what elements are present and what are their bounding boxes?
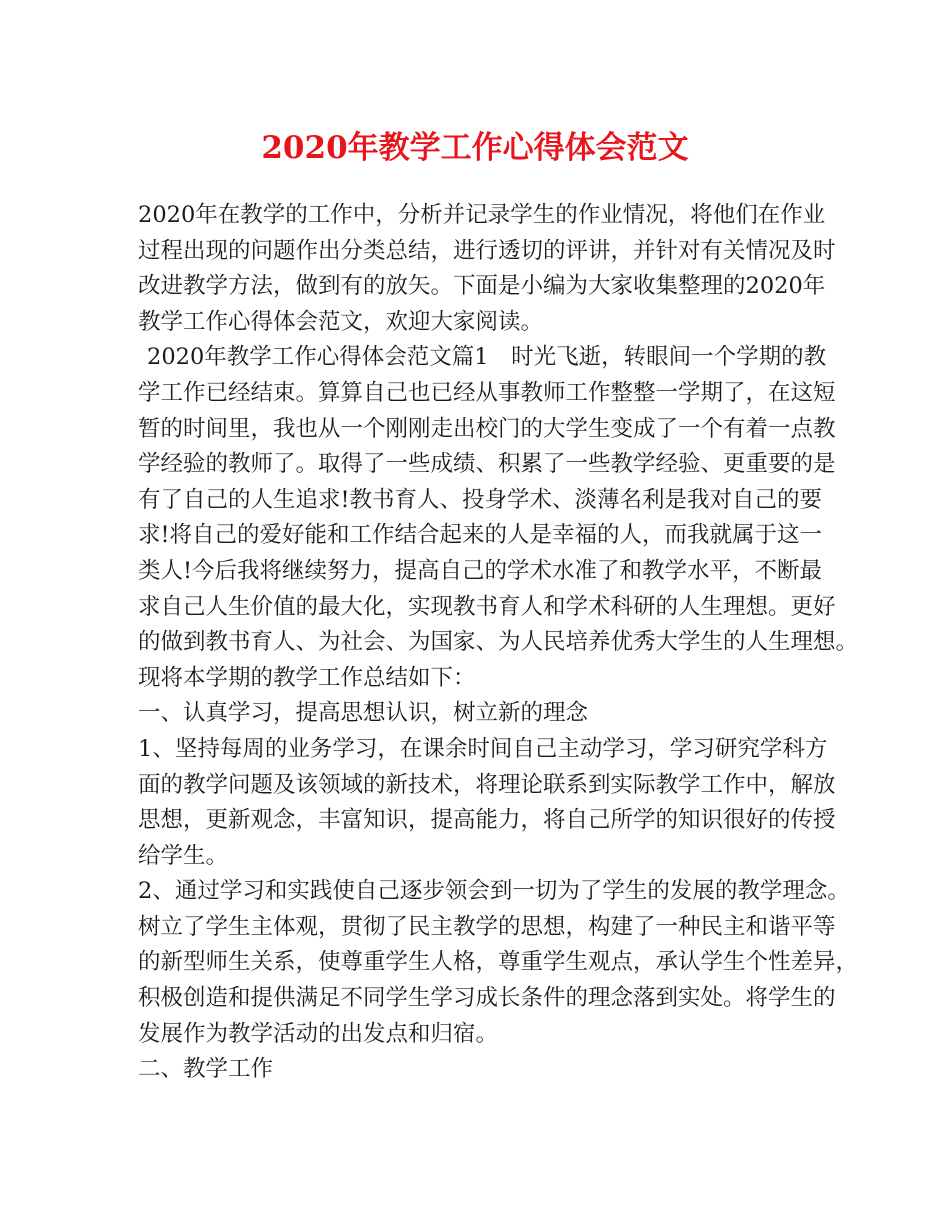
text-line: 学经验的教师了。取得了一些成绩、积累了一些教学经验、更重要的是 (138, 451, 836, 478)
text-line: 的做到教书育人、为社会、为国家、为人民培养优秀大学生的人生理想。 (138, 629, 859, 656)
text-line: 类人!今后我将继续努力，提高自己的学术水准了和教学水平，不断最 (138, 557, 823, 584)
text-line: 现将本学期的教学工作总结如下： (138, 664, 476, 691)
text-line: 暂的时间里，我也从一个刚刚走出校门的大学生变成了一个有着一点教 (138, 415, 836, 442)
text-line: 给学生。 (138, 842, 229, 869)
section-heading: 一、认真学习，提高思想认识，树立新的理念 (138, 700, 589, 727)
text-line: 教学工作心得体会范文，欢迎大家阅读。 (138, 308, 544, 335)
text-line: 积极创造和提供满足不同学生学习成长条件的理念落到实处。将学生的 (138, 985, 836, 1012)
text-line: 发展作为教学活动的出发点和归宿。 (138, 1020, 499, 1047)
text-line: 改进教学方法，做到有的放矢。下面是小编为大家收集整理的2020年 (138, 273, 826, 300)
text-line: 思想，更新观念，丰富知识，提高能力，将自己所学的知识很好的传授 (138, 807, 836, 834)
text-line: 2、通过学习和实践使自己逐步领会到一切为了学生的发展的教学理念。 (138, 878, 850, 905)
text-line: 过程出现的问题作出分类总结，进行透切的评讲，并针对有关情况及时 (138, 237, 836, 264)
text-line: 1、坚持每周的业务学习，在课余时间自己主动学习，学习研究学科方 (138, 735, 828, 762)
text-line: 2020年教学工作心得体会范文篇1 时光飞逝，转眼间一个学期的教 (147, 344, 827, 371)
text-line: 树立了学生主体观，贯彻了民主教学的思想，构建了一种民主和谐平等 (138, 913, 836, 940)
text-line: 2020年在教学的工作中，分析并记录学生的作业情况，将他们在作业 (138, 202, 826, 228)
text-line: 学工作已经结束。算算自己也已经从事教师工作整整一学期了，在这短 (138, 379, 836, 406)
document-body (138, 198, 859, 1088)
text-line: 面的教学问题及该领域的新技术，将理论联系到实际教学工作中，解放 (138, 771, 836, 798)
text-line: 求!将自己的爱好能和工作结合起来的人是幸福的人，而我就属于这一 (138, 522, 823, 549)
text-line: 的新型师生关系，使尊重学生人格，尊重学生观点，承认学生个性差异， (138, 949, 859, 976)
section-heading: 二、教学工作 (138, 1056, 274, 1083)
text-line: 有了自己的人生追求!教书育人、投身学术、淡薄名利是我对自己的要 (138, 486, 823, 513)
document-title: 2020年教学工作心得体会范文 (261, 130, 689, 166)
text-line: 求自己人生价值的最大化，实现教书育人和学术科研的人生理想。更好 (138, 593, 836, 620)
